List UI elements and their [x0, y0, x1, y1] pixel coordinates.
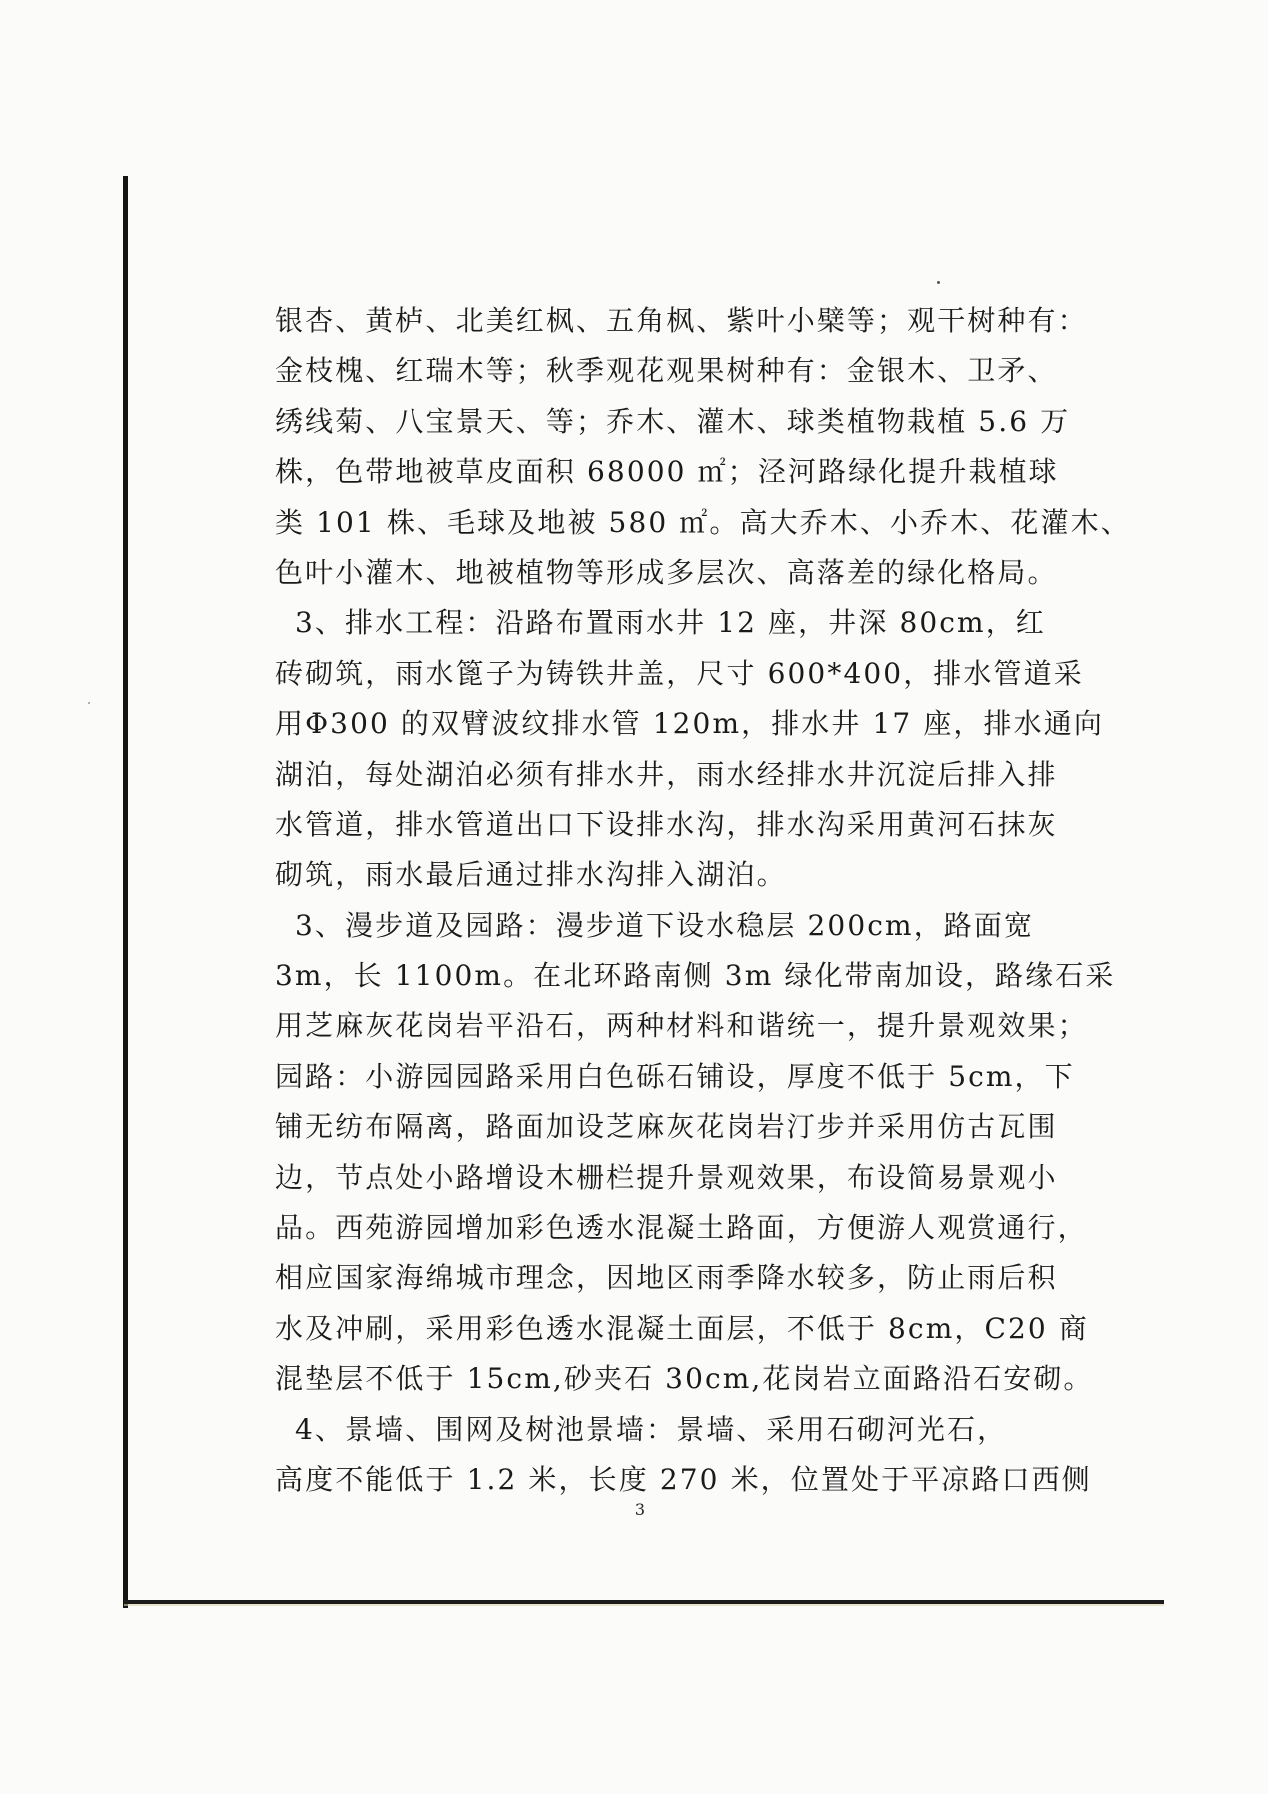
bottom-border-shadow [124, 1604, 1164, 1606]
text-line: 铺无纺布隔离，路面加设芝麻灰花岗岩汀步并采用仿古瓦围 [275, 1110, 1058, 1144]
text-line: 3m，长 1100m。在北环路南侧 3m 绿化带南加设，路缘石采 [275, 959, 1116, 993]
text-line: 高度不能低于 1.2 米，长度 270 米，位置处于平凉路口西侧 [275, 1462, 1092, 1496]
text-line: 混垫层不低于 15cm,砂夹石 30cm,花岗岩立面路沿石安砌。 [275, 1362, 1094, 1396]
text-line: 类 101 株、毛球及地被 580 ㎡。高大乔木、小乔木、花灌木、 [275, 505, 1131, 539]
text-line: 砖砌筑，雨水篦子为铸铁井盖，尺寸 600*400，排水管道采 [275, 656, 1084, 690]
page-number: 3 [634, 1500, 646, 1519]
body-text [275, 296, 1131, 1505]
text-line: 水管道，排水管道出口下设排水沟，排水沟采用黄河石抹灰 [275, 807, 1058, 841]
text-line: 边，节点处小路增设木栅栏提升景观效果，布设简易景观小 [275, 1160, 1058, 1194]
scan-speck [937, 281, 940, 284]
text-line: 用Φ300 的双臂波纹排水管 120m，排水井 17 座，排水通向 [275, 707, 1104, 741]
text-line: 色叶小灌木、地被植物等形成多层次、高落差的绿化格局。 [275, 555, 1058, 589]
paragraph-first-line: 4、景墙、围网及树池景墙：景墙、采用石砌河光石， [295, 1412, 1008, 1446]
scan-speck [88, 702, 90, 704]
left-border-rule [123, 176, 128, 1608]
text-line: 金枝槐、红瑞木等；秋季观花观果树种有：金银木、卫矛、 [275, 354, 1058, 388]
text-line: 相应国家海绵城市理念，因地区雨季降水较多，防止雨后积 [275, 1261, 1058, 1295]
text-line: 用芝麻灰花岗岩平沿石，两种材料和谐统一，提升景观效果； [275, 1009, 1088, 1043]
text-line: 绣线菊、八宝景天、等；乔木、灌木、球类植物栽植 5.6 万 [275, 404, 1071, 438]
paragraph-first-line: 3、排水工程：沿路布置雨水井 12 座，井深 80cm，红 [295, 606, 1046, 640]
text-line: 湖泊，每处湖泊必须有排水井，雨水经排水井沉淀后排入排 [275, 757, 1058, 791]
text-line: 园路：小游园园路采用白色砾石铺设，厚度不低于 5cm，下 [275, 1059, 1075, 1093]
paragraph-first-line: 3、漫步道及园路：漫步道下设水稳层 200cm，路面宽 [295, 908, 1035, 942]
text-line: 银杏、黄栌、北美红枫、五角枫、紫叶小檗等；观干树种有： [275, 304, 1088, 337]
text-line: 株，色带地被草皮面积 68000 ㎡；泾河路绿化提升栽植球 [275, 455, 1059, 489]
text-line: 水及冲刷，采用彩色透水混凝土面层，不低于 8cm，C20 商 [275, 1311, 1089, 1345]
text-line: 砌筑，雨水最后通过排水沟排入湖泊。 [275, 858, 787, 892]
text-line: 品。西苑游园增加彩色透水混凝土路面，方便游人观赏通行， [275, 1211, 1088, 1245]
